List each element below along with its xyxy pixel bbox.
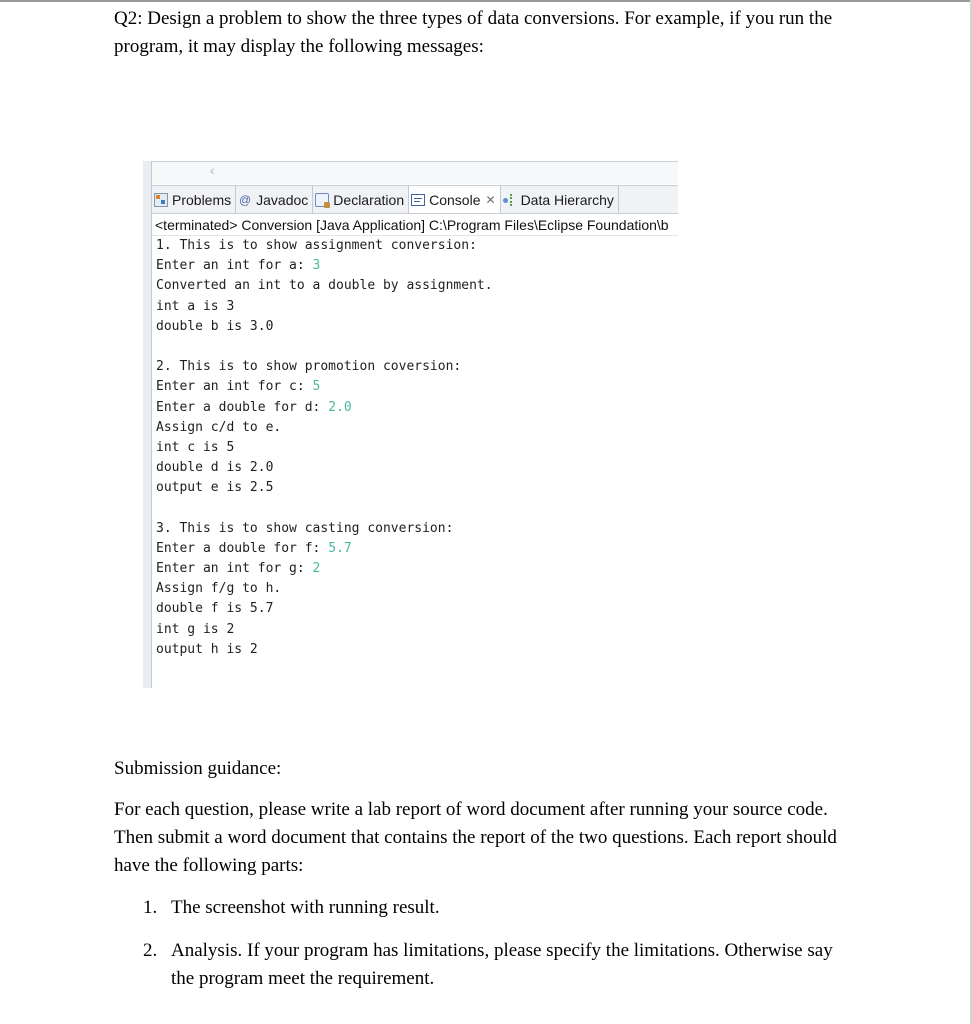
console-line (156, 438, 682, 458)
console-line (156, 458, 682, 478)
tab-label: Problems (172, 191, 232, 208)
console-line-text: 2. This is to show promotion coversion: (156, 359, 462, 375)
console-line-text: Assign c/d to e. (156, 419, 282, 435)
console-line-text: int c is 5 (156, 439, 235, 455)
console-line (156, 599, 682, 619)
list-item-number: 2. (143, 940, 158, 961)
tab-label: Javadoc (256, 191, 309, 208)
submission-heading: Submission guidance: (114, 758, 282, 779)
console-line-text: double d is 2.0 (156, 460, 274, 476)
console-line (156, 337, 682, 357)
console-line-text: Enter a double for f: (156, 540, 329, 556)
submission-list (143, 894, 843, 1008)
console-line-text: double f is 5.7 (156, 601, 274, 617)
console-line-text: output h is 2 (156, 641, 258, 657)
console-line (156, 276, 682, 296)
console-line-text: int g is 2 (156, 621, 235, 637)
console-line (156, 418, 682, 438)
console-line (156, 519, 682, 539)
list-item-text: Analysis. If your program has limitations, please specify the limitations. Otherwise say the program meet the requirement. (171, 940, 833, 989)
console-line (156, 478, 682, 498)
console-user-input: 5 (312, 379, 321, 395)
tab-javadoc[interactable] (236, 186, 313, 213)
console-line (156, 498, 682, 518)
console-line-text: 3. This is to show casting conversion: (156, 520, 454, 536)
console-line-text: double b is 3.0 (156, 318, 274, 334)
console-line (156, 640, 682, 660)
console-line-text: 1. This is to show assignment conversion: (156, 238, 477, 253)
console-status-line: <terminated> Conversion [Java Application] C:\Program Files\Eclipse Foundation\b (152, 214, 678, 236)
tab-data-hierarchy[interactable] (501, 186, 619, 213)
question-text: Q2: Design a problem to show the three types of data conversions. For example, if you run the program, it may display the following messages: (114, 8, 833, 57)
console-line (156, 398, 682, 418)
editor-left-bar (143, 161, 152, 688)
close-icon[interactable]: ✕ (485, 192, 496, 207)
tab-console[interactable] (409, 186, 500, 213)
console-icon (411, 194, 425, 206)
console-line (156, 377, 682, 397)
console-line-text: Enter an int for c: (156, 379, 313, 395)
list-item-text: The screenshot with running result. (171, 897, 440, 918)
console-line-text: Assign f/g to h. (156, 581, 282, 597)
submission-paragraph: For each question, please write a lab report of word document after running your source code. Then submit a word document that contains the report of the two questions. Each report should have the following parts: (114, 799, 837, 876)
console-line (156, 559, 682, 579)
declaration-icon (315, 193, 329, 207)
chevron-left-icon: ‹ (210, 162, 215, 178)
tab-label: Console (429, 191, 481, 208)
console-line-text: int a is 3 (156, 298, 235, 314)
tab-problems[interactable] (152, 186, 236, 213)
console-line-text: Enter a double for d: (156, 399, 329, 415)
tab-declaration[interactable] (313, 186, 409, 213)
console-output (152, 236, 682, 688)
console-line (156, 620, 682, 640)
console-line (156, 297, 682, 317)
console-line-text: Converted an int to a double by assignment. (156, 278, 493, 294)
console-line-text: output e is 2.5 (156, 480, 274, 496)
console-line (156, 317, 682, 337)
tab-label: Data Hierarchy (520, 191, 614, 208)
tab-label: Declaration (333, 191, 405, 208)
console-line-text: Enter an int for a: (156, 258, 313, 274)
console-user-input: 2 (312, 561, 321, 576)
list-item-number: 1. (143, 897, 158, 918)
view-tab-bar (152, 185, 678, 214)
console-user-input: 3 (312, 258, 321, 274)
console-user-input: 5.7 (328, 540, 352, 556)
eclipse-console-screenshot (143, 161, 678, 688)
javadoc-icon: @ (239, 192, 252, 207)
console-line (156, 357, 682, 377)
editor-top-strip (152, 161, 678, 184)
list-item (143, 937, 843, 993)
console-line (156, 236, 682, 256)
list-item (143, 894, 843, 922)
problems-icon (154, 193, 168, 207)
console-line-text: Enter an int for g: (156, 561, 313, 576)
data-hierarchy-icon (503, 193, 517, 207)
top-divider (0, 0, 972, 2)
console-line (156, 539, 682, 559)
console-user-input: 2.0 (328, 399, 352, 415)
console-line (156, 256, 682, 276)
console-line (156, 579, 682, 599)
